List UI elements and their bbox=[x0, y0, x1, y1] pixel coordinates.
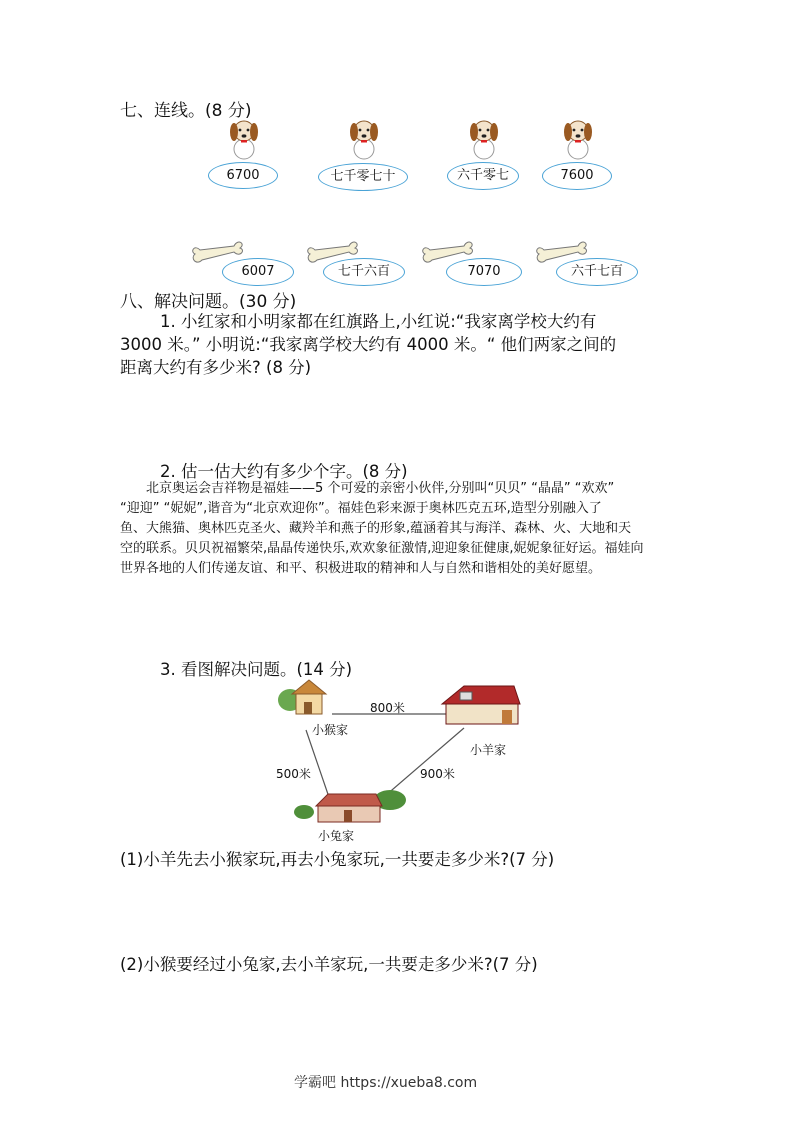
question-1-line-3: 距离大约有多少米? (8 分) bbox=[120, 358, 312, 377]
rabbit-house-icon bbox=[294, 790, 406, 822]
distance-label-sheep-rabbit: 900米 bbox=[420, 767, 455, 781]
distance-label-monkey-sheep: 800米 bbox=[370, 701, 405, 715]
section-7-title: 七、连线。(8 分) bbox=[120, 101, 252, 121]
bone-number-oval[interactable]: 六千七百 bbox=[556, 258, 638, 286]
question-3-sub-1: (1)小羊先去小猴家玩,再去小兔家玩,一共要走多少米?(7 分) bbox=[120, 850, 555, 869]
dog-icon bbox=[226, 115, 262, 161]
distance-label-monkey-rabbit: 500米 bbox=[276, 767, 311, 781]
dog-number-oval[interactable]: 7600 bbox=[542, 162, 612, 190]
dog-number-oval[interactable]: 七千零七十 bbox=[318, 163, 408, 191]
dog-icon bbox=[560, 115, 596, 161]
monkey-house-icon bbox=[278, 680, 326, 714]
question-2-title: 2. 估一估大约有多少个字。(8 分) bbox=[160, 462, 408, 481]
question-2-paragraph-line: 世界各地的人们传递友谊、和平、积极进取的精神和人与自然和谐相处的美好愿望。 bbox=[120, 561, 602, 576]
dog-number-oval[interactable]: 六千零七 bbox=[447, 162, 519, 190]
bone-number-oval[interactable]: 6007 bbox=[222, 258, 294, 286]
label-sheep-home: 小羊家 bbox=[470, 743, 507, 757]
dog-icon bbox=[346, 115, 382, 161]
question-1-line-2: 3000 米。” 小明说:“我家离学校大约有 4000 米。“ 他们两家之间的 bbox=[120, 335, 617, 354]
bone-number-oval[interactable]: 7070 bbox=[446, 258, 522, 286]
sheep-house-icon bbox=[442, 686, 520, 724]
question-2-paragraph-line: 空的联系。贝贝祝福繁荣,晶晶传递快乐,欢欢象征激情,迎迎象征健康,妮妮象征好运。福娃向 bbox=[120, 541, 644, 556]
footer-watermark: 学霸吧 https://xueba8.com bbox=[294, 1075, 478, 1091]
dog-icon bbox=[466, 115, 502, 161]
dog-number-oval[interactable]: 6700 bbox=[208, 162, 278, 189]
bone-number-oval[interactable]: 七千六百 bbox=[323, 258, 405, 286]
question-3-title: 3. 看图解决问题。(14 分) bbox=[160, 660, 353, 679]
question-2-paragraph-line: 北京奥运会吉祥物是福娃——5 个可爱的亲密小伙伴,分别叫“贝贝” “晶晶” “欢欢” bbox=[146, 481, 615, 496]
question-2-paragraph-line: 鱼、大熊猫、奥林匹克圣火、藏羚羊和燕子的形象,蕴涵着其与海洋、森林、火、大地和天 bbox=[120, 521, 632, 536]
label-monkey-home: 小猴家 bbox=[312, 723, 349, 737]
section-8-title: 八、解决问题。(30 分) bbox=[120, 292, 297, 312]
label-rabbit-home: 小兔家 bbox=[318, 829, 355, 843]
question-1-line-1: 1. 小红家和小明家都在红旗路上,小红说:“我家离学校大约有 bbox=[160, 312, 597, 331]
question-2-paragraph-line: “迎迎” “妮妮”,谐音为“北京欢迎你”。福娃色彩来源于奥林匹克五环,造型分别融入了 bbox=[120, 501, 602, 516]
question-3-sub-2: (2)小猴要经过小兔家,去小羊家玩,一共要走多少米?(7 分) bbox=[120, 955, 538, 974]
